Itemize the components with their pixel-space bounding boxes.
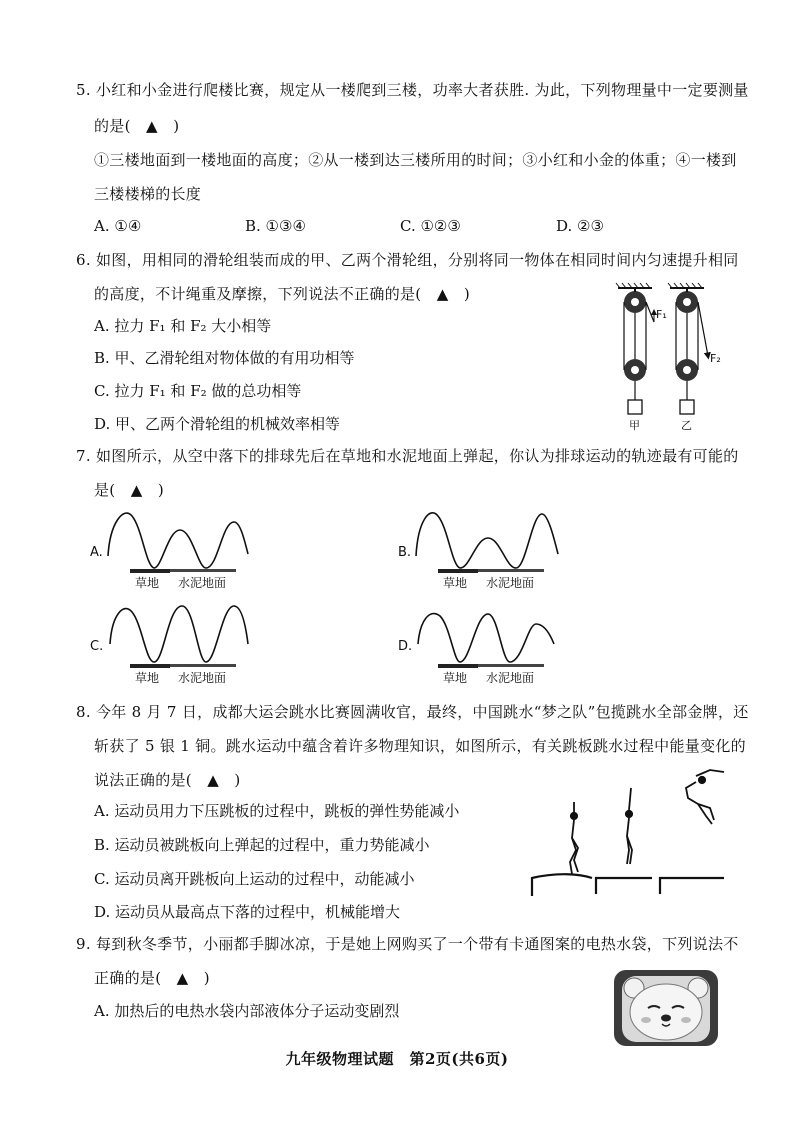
q5-items-line2: 三楼楼梯的长度 bbox=[94, 185, 202, 203]
option-letter-b: B. bbox=[398, 545, 412, 560]
ceiling-left bbox=[616, 283, 652, 288]
ground-label-grass: 草地 bbox=[135, 576, 160, 590]
option-letter-a: A. bbox=[90, 545, 103, 560]
q7-stem-line2: 是( ▲ ) bbox=[94, 481, 165, 499]
diver-1 bbox=[570, 802, 578, 874]
ground-label-cement: 水泥地面 bbox=[178, 671, 227, 685]
ground-label-cement: 水泥地面 bbox=[486, 671, 535, 685]
page-footer: 九年级物理试题 第2页(共6页) bbox=[285, 1050, 509, 1068]
trajectory-option-a bbox=[88, 508, 258, 594]
q8-option-b: B. 运动员被跳板向上弹起的过程中，重力势能减小 bbox=[94, 836, 430, 854]
q5-option-c: C. ①②③ bbox=[400, 217, 461, 235]
ground-label-grass: 草地 bbox=[443, 671, 468, 685]
q6-option-c: C. 拉力 F₁ 和 F₂ 做的总功相等 bbox=[94, 382, 302, 400]
q8-stem-line1: 8. 今年 8 月 7 日，成都大运会跳水比赛圆满收官，最终，中国跳水“梦之队”包揽跳水全部金牌，还 bbox=[76, 703, 749, 721]
q5-option-d: D. ②③ bbox=[556, 217, 604, 235]
force-label-f2: F₂ bbox=[710, 352, 721, 365]
option-letter-d: D. bbox=[398, 639, 413, 654]
ground-label-grass: 草地 bbox=[135, 671, 160, 685]
hot-water-bag-image bbox=[612, 968, 720, 1048]
trajectory-option-c bbox=[88, 604, 258, 690]
springboard-flat-1 bbox=[596, 878, 652, 894]
pulley-label-left: 甲 bbox=[629, 419, 640, 432]
q8-stem-line2: 斩获了 5 银 1 铜。跳水运动中蕴含着许多物理知识，如图所示，有关跳板跳水过程中能量变化的 bbox=[94, 737, 746, 755]
q5-items-line1: ①三楼地面到一楼地面的高度；②从一楼到达三楼所用的时间；③小红和小金的体重；④一楼到 bbox=[94, 151, 737, 169]
q9-stem-line2: 正确的是( ▲ ) bbox=[94, 969, 210, 987]
q6-stem-line2: 的高度，不计绳重及摩擦，下列说法不正确的是( ▲ ) bbox=[94, 285, 471, 303]
ceiling-right bbox=[668, 283, 704, 288]
trajectory-option-b bbox=[396, 508, 566, 594]
q8-option-a: A. 运动员用力下压跳板的过程中，跳板的弹性势能减小 bbox=[94, 802, 460, 820]
springboard-flat-2 bbox=[660, 878, 724, 894]
ground-label-grass: 草地 bbox=[443, 576, 468, 590]
q8-option-d: D. 运动员从最高点下落的过程中，机械能增大 bbox=[94, 903, 401, 921]
q6-option-d: D. 甲、乙两个滑轮组的机械效率相等 bbox=[94, 415, 341, 433]
q6-option-b: B. 甲、乙滑轮组对物体做的有用功相等 bbox=[94, 349, 355, 367]
q6-option-a: A. 拉力 F₁ 和 F₂ 大小相等 bbox=[94, 317, 272, 335]
diver-2 bbox=[626, 788, 632, 864]
q7-stem-line1: 7. 如图所示，从空中落下的排球先后在草地和水泥地面上弹起，你认为排球运动的轨迹最有可能的 bbox=[76, 447, 739, 465]
pulley-figure bbox=[610, 282, 730, 432]
q5-option-b: B. ①③④ bbox=[245, 217, 306, 235]
diver-3 bbox=[686, 770, 724, 824]
ground-label-cement: 水泥地面 bbox=[486, 576, 535, 590]
trajectory-option-d bbox=[396, 604, 566, 690]
q9-option-a: A. 加热后的电热水袋内部液体分子运动变剧烈 bbox=[94, 1002, 400, 1020]
q8-option-c: C. 运动员离开跳板向上运动的过程中，动能减小 bbox=[94, 870, 415, 888]
q8-stem-line3: 说法正确的是( ▲ ) bbox=[94, 771, 241, 789]
load-box-left bbox=[628, 400, 642, 414]
q5-stem-line2: 的是( ▲ ) bbox=[94, 117, 180, 135]
q5-option-a: A. ①④ bbox=[94, 217, 142, 235]
diving-figure bbox=[528, 764, 740, 898]
force-label-f1: F₁ bbox=[656, 308, 667, 321]
q5-stem-line1: 5. 小红和小金进行爬楼比赛，规定从一楼爬到三楼，功率大者获胜. 为此，下列物理量中一定要测量 bbox=[76, 81, 749, 99]
ground-label-cement: 水泥地面 bbox=[178, 576, 227, 590]
option-letter-c: C. bbox=[90, 639, 104, 654]
pulley-label-right: 乙 bbox=[681, 419, 692, 432]
load-box-right bbox=[680, 400, 694, 414]
springboard-bent bbox=[532, 874, 592, 896]
q9-stem-line1: 9. 每到秋冬季节，小丽都手脚冰凉，于是她上网购买了一个带有卡通图案的电热水袋，下列说法不 bbox=[76, 935, 739, 953]
q6-stem-line1: 6. 如图，用相同的滑轮组装而成的甲、乙两个滑轮组，分别将同一物体在相同时间内匀速提升相同 bbox=[76, 251, 739, 269]
